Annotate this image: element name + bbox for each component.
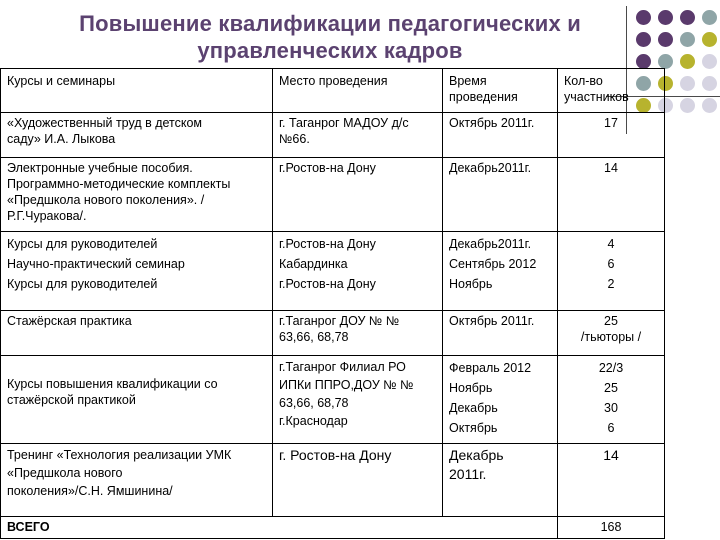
cell-place (273, 356, 443, 444)
decor-dot (680, 98, 695, 113)
cell-text: поколения»/С.Н. Ямшинина/ (7, 483, 173, 498)
cell-text: г.Краснодар (279, 414, 348, 429)
cell-time (443, 157, 558, 231)
decor-dot (680, 10, 695, 25)
cell-text: г.Ростов-на Дону (279, 160, 376, 175)
cell-text: 30 (604, 401, 618, 416)
cell-text: 6 (607, 421, 615, 436)
header-place-label: Место проведения (279, 74, 388, 88)
cell-time (443, 231, 558, 310)
decor-dot (636, 54, 651, 69)
decor-dot (702, 76, 717, 91)
total-value: 168 (600, 519, 622, 534)
cell-text: Программно-методические комплекты (7, 176, 231, 191)
table-row (1, 113, 665, 157)
cell-course (1, 310, 273, 355)
cell-text: Р.Г.Чуракова/. (7, 208, 87, 223)
cell-count (558, 356, 665, 444)
cell-text: Ноябрь (449, 276, 493, 291)
cell-text: 22/3 (598, 361, 624, 376)
cell-text: «Художественный труд в детском (7, 116, 203, 131)
cell-text: 63,66, 68,78 (279, 329, 349, 344)
slide-title-line-2: управленческих кадров (197, 38, 463, 63)
total-label: ВСЕГО (7, 519, 50, 534)
slide-title-line-1: Повышение квалификации педагогических и (79, 11, 581, 36)
cell-text: Научно-практический семинар (7, 256, 185, 271)
total-value-cell (558, 516, 665, 538)
table-row (1, 356, 665, 444)
cell-text: «Предшкола нового (7, 465, 123, 480)
cell-text: 4 (607, 236, 615, 251)
cell-text: Октябрь 2011г. (449, 313, 535, 328)
cell-course (1, 157, 273, 231)
cell-text: г.Ростов-на Дону (279, 236, 376, 251)
cell-count (558, 157, 665, 231)
cell-text: 2 (607, 276, 615, 291)
header-time (443, 69, 558, 113)
header-courses (1, 69, 273, 113)
total-label-cell (1, 516, 558, 538)
cell-text: 2011г. (449, 465, 487, 482)
cell-text: Курсы повышения квалификации со (7, 377, 218, 392)
table-row (1, 310, 665, 355)
cell-text: Октябрь (449, 421, 498, 436)
cell-text: г.Таганрог ДОУ № № (279, 313, 400, 328)
cell-text: №66. (279, 132, 310, 147)
cell-text: Декабрь (449, 401, 498, 416)
cell-text: г. Таганрог МАДОУ д/с (279, 116, 409, 131)
cell-text: Тренинг «Технология реализации УМК (7, 447, 232, 462)
header-time-line: проведения (449, 90, 518, 104)
cell-time (443, 443, 558, 516)
decor-dot (680, 32, 695, 47)
cell-text: 25 (604, 381, 618, 396)
cell-text: 14 (603, 446, 619, 463)
cell-text: саду» И.А. Лыкова (7, 132, 116, 147)
decor-dot (702, 98, 717, 113)
cell-text: 25 (604, 313, 618, 328)
cell-course (1, 356, 273, 444)
cell-time (443, 356, 558, 444)
cell-text: /тьюторы / (580, 329, 642, 344)
cell-text: г.Таганрог Филиал РО (279, 360, 406, 375)
cell-place (273, 443, 443, 516)
decor-dot (702, 54, 717, 69)
cell-count (558, 231, 665, 310)
decor-dot (636, 10, 651, 25)
cell-text: Декабрь2011г. (449, 236, 532, 251)
slide-title (20, 10, 640, 64)
cell-text: Ноябрь (449, 381, 493, 396)
table-total-row (1, 516, 665, 538)
cell-text: 6 (607, 256, 615, 271)
cell-time (443, 113, 558, 157)
cell-course (1, 231, 273, 310)
cell-text: Стажёрская практика (7, 313, 132, 328)
header-place (273, 69, 443, 113)
cell-text: ИПКи ППРО,ДОУ № № (279, 378, 414, 393)
cell-text: стажёрской практикой (7, 393, 136, 408)
header-count-line: Кол-во (564, 74, 603, 88)
cell-text: Кабардинка (279, 256, 348, 271)
header-count (558, 69, 665, 113)
cell-course (1, 113, 273, 157)
cell-text: Электронные учебные пособия. (7, 160, 193, 175)
table-row (1, 157, 665, 231)
cell-text: 14 (604, 160, 618, 175)
decor-dot (658, 32, 673, 47)
header-count-line: участников (564, 90, 629, 104)
cell-time (443, 310, 558, 355)
cell-text: 63,66, 68,78 (279, 396, 349, 411)
cell-text: «Предшкола нового поколения». / (7, 192, 205, 207)
cell-text: Декабрь2011г. (449, 160, 532, 175)
cell-place (273, 231, 443, 310)
decor-dot (658, 10, 673, 25)
decor-dot (680, 54, 695, 69)
cell-count (558, 310, 665, 355)
decor-dot (658, 54, 673, 69)
cell-text: Сентябрь 2012 (449, 256, 537, 271)
decor-dot (702, 10, 717, 25)
training-table (0, 68, 665, 539)
cell-text: г.Ростов-на Дону (279, 276, 376, 291)
cell-text: Курсы для руководителей (7, 236, 158, 251)
decor-dot (702, 32, 717, 47)
cell-text: Декабрь (449, 446, 504, 463)
cell-text: г. Ростов-на Дону (279, 446, 392, 463)
cell-count (558, 443, 665, 516)
cell-place (273, 113, 443, 157)
table-row (1, 443, 665, 516)
cell-place (273, 310, 443, 355)
cell-course (1, 443, 273, 516)
cell-text: Октябрь 2011г. (449, 116, 535, 131)
table-header-row (1, 69, 665, 113)
cell-place (273, 157, 443, 231)
table-row (1, 231, 665, 310)
cell-count (558, 113, 665, 157)
decor-dot (636, 32, 651, 47)
header-time-line: Время (449, 74, 487, 88)
header-courses-label: Курсы и семинары (7, 74, 116, 88)
cell-text: Февраль 2012 (449, 361, 532, 376)
decor-dot (680, 76, 695, 91)
cell-text: Курсы для руководителей (7, 276, 158, 291)
cell-text: 17 (604, 116, 618, 131)
